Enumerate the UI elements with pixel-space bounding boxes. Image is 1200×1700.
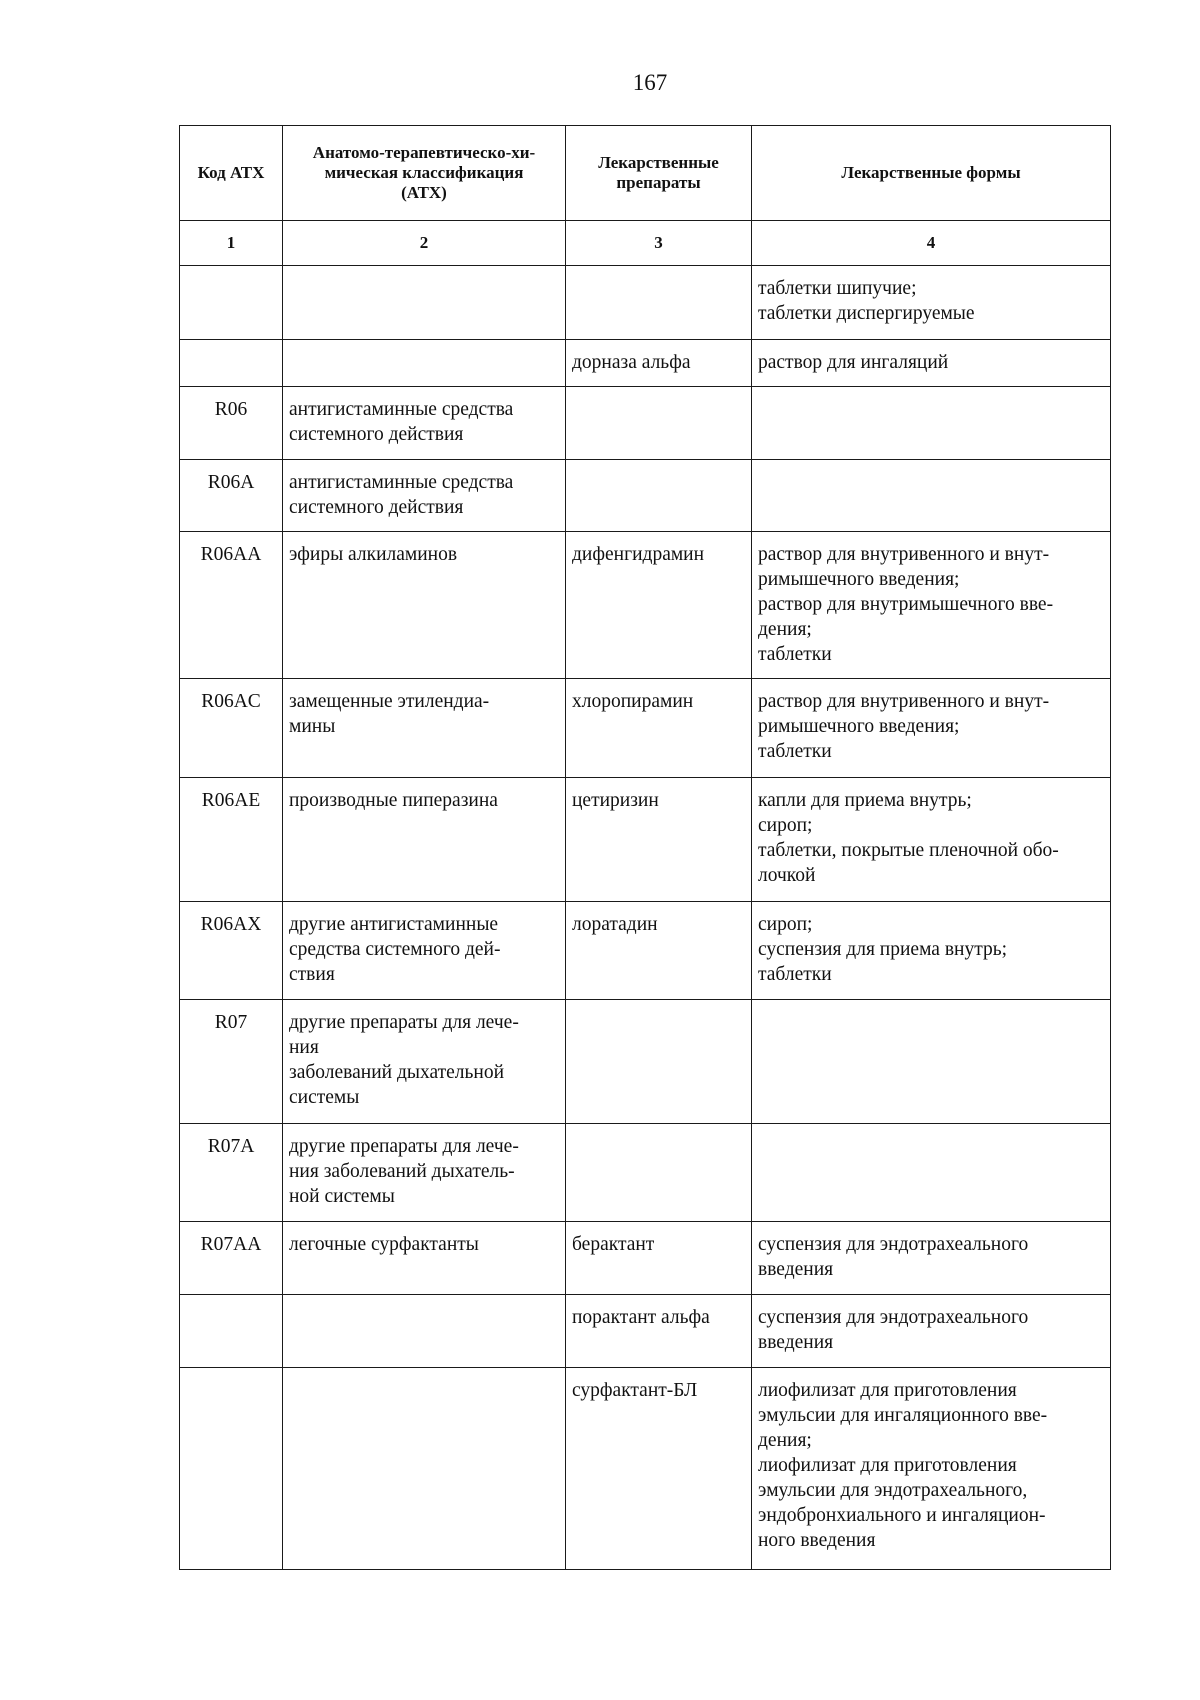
table-row [180,778,1111,902]
table-row [180,1222,1111,1295]
classification-cell: другие препараты для лече- ния заболеваний дыхатель- ной системы [283,1124,566,1222]
table-row [180,1368,1111,1570]
atc-code-cell: R06AC [180,679,283,778]
dosage-forms-cell [752,460,1111,532]
classification-cell: производные пиперазина [283,778,566,902]
atc-code-cell: R06A [180,460,283,532]
drug-cell: дифенгидрамин [566,532,752,679]
column-number: 3 [566,221,752,266]
classification-cell: антигистаминные средства системного действия [283,387,566,460]
classification-cell [283,1295,566,1368]
atc-code-cell: R07A [180,1124,283,1222]
table-row [180,679,1111,778]
drug-cell: хлоропирамин [566,679,752,778]
table-row [180,460,1111,532]
table-row [180,1124,1111,1222]
atc-code-cell: R07AA [180,1222,283,1295]
table-row [180,387,1111,460]
header-dosage-forms: Лекарственные формы [752,126,1111,221]
dosage-forms-cell [752,387,1111,460]
dosage-forms-cell [752,1124,1111,1222]
table-row [180,266,1111,340]
atc-code-cell: R06AE [180,778,283,902]
table-row [180,1295,1111,1368]
dosage-forms-cell [752,1000,1111,1124]
column-number: 1 [180,221,283,266]
table-row [180,902,1111,1000]
atc-code-cell: R06AA [180,532,283,679]
column-number: 4 [752,221,1111,266]
column-number-row [180,221,1111,266]
drug-cell: порактант альфа [566,1295,752,1368]
atc-code-cell [180,1368,283,1570]
drug-cell: лоратадин [566,902,752,1000]
table-header [180,126,1111,266]
atc-code-cell [180,1295,283,1368]
classification-cell: антигистаминные средства системного действия [283,460,566,532]
dosage-forms-cell: суспензия для эндотрахеального введения [752,1295,1111,1368]
classification-cell [283,266,566,340]
classification-cell: замещенные этилендиа- мины [283,679,566,778]
classification-cell: другие препараты для лече- ния заболеваний дыхательной системы [283,1000,566,1124]
atc-code-cell: R06 [180,387,283,460]
page-number: 167 [632,70,668,95]
classification-cell: эфиры алкиламинов [283,532,566,679]
atc-table [179,125,1111,1570]
drug-cell: берактант [566,1222,752,1295]
drug-cell [566,460,752,532]
header-atc-code: Код АТХ [180,126,283,221]
table-body [180,266,1111,1570]
drug-cell [566,387,752,460]
drug-cell: цетиризин [566,778,752,902]
dosage-forms-cell: суспензия для эндотрахеального введения [752,1222,1111,1295]
drug-cell: сурфактант-БЛ [566,1368,752,1570]
classification-cell [283,340,566,387]
dosage-forms-cell: раствор для ингаляций [752,340,1111,387]
classification-cell: другие антигистаминные средства системного дей- ствия [283,902,566,1000]
table-row [180,532,1111,679]
dosage-forms-cell: таблетки шипучие; таблетки диспергируемые [752,266,1111,340]
classification-cell [283,1368,566,1570]
header-classification: Анатомо-терапевтическо-хи- мическая классификация (АТХ) [283,126,566,221]
classification-cell: легочные сурфактанты [283,1222,566,1295]
drug-cell [566,266,752,340]
atc-code-cell: R06AX [180,902,283,1000]
column-number: 2 [283,221,566,266]
dosage-forms-cell: сироп; суспензия для приема внутрь; таблетки [752,902,1111,1000]
drug-cell [566,1124,752,1222]
table-row [180,340,1111,387]
atc-code-cell: R07 [180,1000,283,1124]
dosage-forms-cell: раствор для внутривенного и внут- римышечного введения; раствор для внутримышечного вве- дения; таблетки [752,532,1111,679]
header-row [180,126,1111,221]
atc-code-cell [180,266,283,340]
header-drugs: Лекарственные препараты [566,126,752,221]
dosage-forms-cell: раствор для внутривенного и внут- римышечного введения; таблетки [752,679,1111,778]
table-row [180,1000,1111,1124]
dosage-forms-cell: капли для приема внутрь; сироп; таблетки, покрытые пленочной обо- лочкой [752,778,1111,902]
atc-code-cell [180,340,283,387]
drug-cell [566,1000,752,1124]
drug-cell: дорназа альфа [566,340,752,387]
dosage-forms-cell: лиофилизат для приготовления эмульсии для ингаляционного вве- дения; лиофилизат для приготовления эмульсии для эндотрахеального, эндобронхиального и ингаляцион- ного введения [752,1368,1111,1570]
